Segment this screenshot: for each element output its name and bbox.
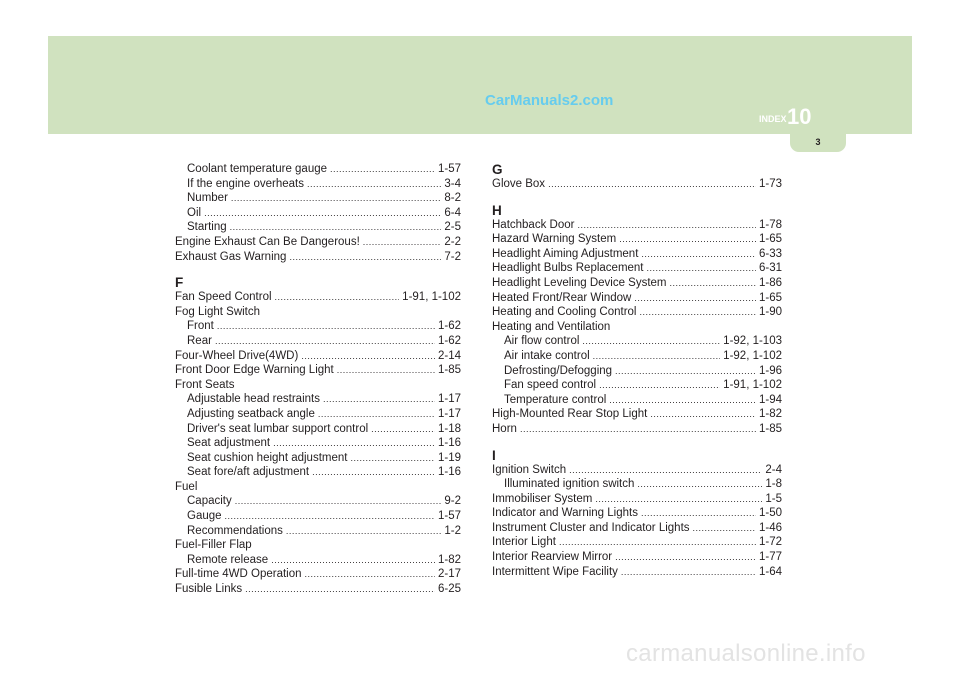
entry-text: High-Mounted Rear Stop Light: [492, 408, 648, 421]
entry-text: Seat adjustment: [187, 437, 271, 450]
entry-page: 2-5: [444, 221, 461, 234]
entry-page: 1-78: [758, 218, 782, 231]
site-link[interactable]: CarManuals2.com: [485, 92, 614, 109]
entry-text: Adjusting seatback angle: [187, 407, 315, 420]
entry-page: 8-2: [444, 192, 461, 205]
index-entry: [492, 305, 782, 320]
dot-leader: [641, 247, 756, 262]
entry-text: Fusible Links: [175, 583, 243, 596]
entry-page: 1-85: [758, 422, 782, 435]
dot-leader: [330, 162, 435, 177]
letter-heading-f: F: [175, 275, 184, 291]
index-entry: [492, 565, 782, 580]
index-entry: [492, 393, 782, 408]
entry-page: 1-65: [758, 291, 782, 304]
index-column-left: [175, 162, 461, 597]
dot-leader: [231, 191, 441, 206]
dot-leader: [245, 582, 435, 597]
dot-leader: [318, 407, 435, 422]
index-entry: [492, 177, 782, 192]
entry-text: Fuel: [175, 480, 198, 493]
dot-leader: [595, 492, 762, 507]
dot-leader: [371, 422, 435, 437]
entry-page: 6-4: [444, 206, 461, 219]
index-entry: [492, 364, 782, 379]
entry-page: 3-4: [444, 177, 461, 190]
entry-text: Air intake control: [504, 349, 590, 362]
entry-text: Illuminated ignition switch: [504, 478, 635, 491]
index-entry: [492, 407, 782, 422]
dot-leader: [225, 509, 435, 524]
dot-leader: [641, 506, 756, 521]
entry-page: 1-91, 1-102: [402, 291, 461, 304]
entry-page: 1-64: [758, 565, 782, 578]
entry-page: 1-57: [437, 163, 461, 175]
entry-text: Rear: [187, 334, 212, 347]
entry-text: Glove Box: [492, 178, 546, 190]
index-entry: [175, 378, 461, 393]
dot-leader: [301, 349, 435, 364]
index-entry: [175, 582, 461, 597]
entry-text: Air flow control: [504, 335, 580, 348]
index-entry: [175, 407, 461, 422]
entry-page: 1-91, 1-102: [723, 379, 782, 392]
entry-page: 1-18: [437, 422, 461, 435]
index-entry: [492, 550, 782, 565]
entry-text: Instrument Cluster and Indicator Lights: [492, 521, 690, 534]
entry-text: Recommendations: [187, 524, 283, 537]
entry-page: 1-17: [437, 393, 461, 406]
entry-page: 1-19: [437, 451, 461, 464]
index-entry: [175, 480, 461, 495]
entry-text: Fuel-Filler Flap: [175, 539, 252, 552]
dot-leader: [305, 567, 435, 582]
index-entry: [492, 349, 782, 364]
entry-page: 1-85: [437, 364, 461, 377]
entry-text: Number: [187, 192, 228, 205]
dot-leader: [230, 220, 442, 235]
dot-leader: [593, 349, 721, 364]
entry-page: 9-2: [444, 495, 461, 508]
index-entry: [175, 177, 461, 192]
index-entry: [492, 261, 782, 276]
dot-leader: [569, 463, 762, 478]
index-entry: [492, 463, 782, 478]
dot-leader: [312, 465, 435, 480]
dot-leader: [619, 232, 756, 247]
entry-text: Four-Wheel Drive(4WD): [175, 349, 299, 362]
dot-leader: [609, 393, 756, 408]
index-group-i: [492, 463, 782, 580]
dot-leader: [693, 521, 756, 536]
index-entry: [492, 218, 782, 233]
entry-page: 1-94: [758, 393, 782, 406]
dot-leader: [323, 392, 435, 407]
entry-text: Immobiliser System: [492, 492, 593, 505]
entry-page: 1-46: [758, 521, 782, 534]
entry-page: 1-16: [437, 437, 461, 450]
index-entry: [175, 392, 461, 407]
entry-text: Headlight Leveling Device System: [492, 276, 667, 289]
entry-text: Seat cushion height adjustment: [187, 451, 348, 464]
entry-page: 2-4: [765, 463, 782, 476]
index-entry: [175, 363, 461, 378]
entry-text: Headlight Aiming Adjustment: [492, 247, 639, 260]
dot-leader: [307, 177, 441, 192]
index-entry: [175, 290, 461, 305]
entry-page: 1-86: [758, 276, 782, 289]
index-entry: [175, 162, 461, 177]
dot-leader: [621, 565, 756, 580]
page-number: 3: [815, 137, 821, 147]
index-entry: [175, 305, 461, 320]
index-entry: [492, 334, 782, 349]
index-entry: [175, 436, 461, 451]
index-entry: [492, 247, 782, 262]
footer-watermark: carmanualsonline.info: [626, 640, 866, 667]
entry-text: Heated Front/Rear Window: [492, 291, 632, 304]
index-entry: [175, 191, 461, 206]
letter-heading-h: H: [492, 202, 502, 218]
dot-leader: [350, 451, 435, 466]
index-group-f: [175, 290, 461, 596]
entry-text: Capacity: [187, 495, 232, 508]
entry-text: Interior Light: [492, 536, 556, 549]
entry-page: 7-2: [444, 250, 461, 263]
dot-leader: [520, 422, 756, 437]
dot-leader: [634, 291, 756, 306]
dot-leader: [650, 407, 756, 422]
entry-page: 1-65: [758, 233, 782, 246]
index-entry: [175, 349, 461, 364]
entry-text: Remote release: [187, 553, 269, 566]
index-entry: [175, 206, 461, 221]
dot-leader: [577, 218, 756, 233]
entry-page: 1-77: [758, 551, 782, 564]
entry-text: Gauge: [187, 510, 222, 523]
entry-page: 2-2: [444, 235, 461, 248]
entry-text: Front: [187, 320, 214, 333]
index-entry: [492, 422, 782, 437]
index-entry: [492, 291, 782, 306]
dot-leader: [615, 364, 756, 379]
index-entry: [492, 477, 782, 492]
entry-page: 1-90: [758, 306, 782, 319]
dot-leader: [204, 206, 441, 221]
chapter-number: 10: [787, 104, 812, 129]
index-entry: [175, 220, 461, 235]
index-entry: [175, 319, 461, 334]
dot-leader: [548, 177, 756, 192]
dot-leader: [215, 334, 435, 349]
letter-heading-i: I: [492, 447, 496, 463]
entry-page: 1-16: [437, 466, 461, 479]
entry-text: Adjustable head restraints: [187, 393, 320, 406]
dot-leader: [670, 276, 756, 291]
entry-text: Interior Rearview Mirror: [492, 551, 613, 564]
entry-text: Intermittent Wipe Facility: [492, 565, 618, 578]
entry-text: Front Door Edge Warning Light: [175, 364, 334, 377]
entry-page: 1-2: [444, 524, 461, 537]
entry-text: Ignition Switch: [492, 463, 567, 476]
entry-page: 1-82: [758, 408, 782, 421]
entry-page: 1-72: [758, 536, 782, 549]
entry-page: 6-33: [758, 247, 782, 260]
entry-page: 1-5: [765, 492, 782, 505]
entry-text: Temperature control: [504, 393, 607, 406]
entry-text: If the engine overheats: [187, 177, 304, 190]
index-entry: [492, 232, 782, 247]
index-group-g: [492, 177, 782, 192]
dot-leader: [599, 378, 720, 393]
dot-leader: [582, 334, 720, 349]
entry-page: 2-17: [437, 568, 461, 581]
index-label: INDEX: [759, 114, 787, 124]
entry-text: Seat fore/aft adjustment: [187, 466, 310, 479]
index-entry: [492, 506, 782, 521]
entry-text: Hazard Warning System: [492, 233, 617, 246]
entry-text: Hatchback Door: [492, 218, 575, 231]
index-column-right: [492, 162, 782, 579]
dot-leader: [363, 235, 442, 250]
entry-text: Fan speed control: [504, 379, 597, 392]
dot-leader: [273, 436, 435, 451]
dot-leader: [615, 550, 756, 565]
index-entry: [492, 320, 782, 335]
dot-leader: [271, 553, 435, 568]
dot-leader: [647, 261, 756, 276]
entry-text: Fan Speed Control: [175, 291, 272, 304]
entry-page: 1-62: [437, 334, 461, 347]
index-entry: [175, 250, 461, 265]
entry-page: 1-92, 1-102: [723, 349, 782, 362]
entry-text: Exhaust Gas Warning: [175, 250, 287, 263]
entry-page: 1-50: [758, 507, 782, 520]
index-entry: [175, 567, 461, 582]
entry-page: 1-17: [437, 407, 461, 420]
index-entry: [492, 535, 782, 550]
index-group-h: [492, 218, 782, 437]
entry-page: 1-82: [437, 553, 461, 566]
entry-text: Starting: [187, 221, 227, 234]
index-group-continued: [175, 162, 461, 264]
dot-leader: [289, 250, 441, 265]
letter-heading-g: G: [492, 162, 503, 177]
dot-leader: [639, 305, 755, 320]
entry-text: Heating and Cooling Control: [492, 306, 637, 319]
entry-text: Engine Exhaust Can Be Dangerous!: [175, 235, 360, 248]
index-entry: [175, 509, 461, 524]
entry-text: Oil: [187, 206, 202, 219]
entry-text: Coolant temperature gauge: [187, 163, 328, 175]
entry-page: 1-73: [758, 178, 782, 190]
index-entry: [175, 235, 461, 250]
dot-leader: [637, 477, 762, 492]
entry-text: Fog Light Switch: [175, 305, 261, 318]
index-entry: [492, 276, 782, 291]
entry-page: 1-96: [758, 364, 782, 377]
index-entry: [492, 492, 782, 507]
entry-page: 2-14: [437, 349, 461, 362]
entry-text: Defrosting/Defogging: [504, 364, 613, 377]
index-entry: [175, 334, 461, 349]
entry-page: 1-8: [765, 478, 782, 491]
index-entry: [175, 451, 461, 466]
entry-text: Indicator and Warning Lights: [492, 507, 638, 520]
index-entry: [492, 378, 782, 393]
dot-leader: [559, 535, 756, 550]
index-entry: [175, 524, 461, 539]
index-entry: [492, 521, 782, 536]
dot-leader: [275, 290, 400, 305]
index-entry: [175, 422, 461, 437]
entry-text: Full-time 4WD Operation: [175, 568, 302, 581]
entry-page: 6-31: [758, 262, 782, 275]
entry-text: Horn: [492, 422, 517, 435]
entry-page: 1-62: [437, 320, 461, 333]
entry-text: Headlight Bulbs Replacement: [492, 262, 644, 275]
index-entry: [175, 465, 461, 480]
entry-text: Driver's seat lumbar support control: [187, 422, 369, 435]
entry-text: Front Seats: [175, 378, 235, 391]
dot-leader: [217, 319, 435, 334]
index-entry: [175, 553, 461, 568]
entry-text: Heating and Ventilation: [492, 320, 611, 333]
index-entry: [175, 538, 461, 553]
dot-leader: [337, 363, 435, 378]
dot-leader: [235, 494, 442, 509]
entry-page: 1-92, 1-103: [723, 335, 782, 348]
entry-page: 6-25: [437, 583, 461, 596]
dot-leader: [286, 524, 441, 539]
entry-page: 1-57: [437, 510, 461, 523]
index-entry: [175, 494, 461, 509]
